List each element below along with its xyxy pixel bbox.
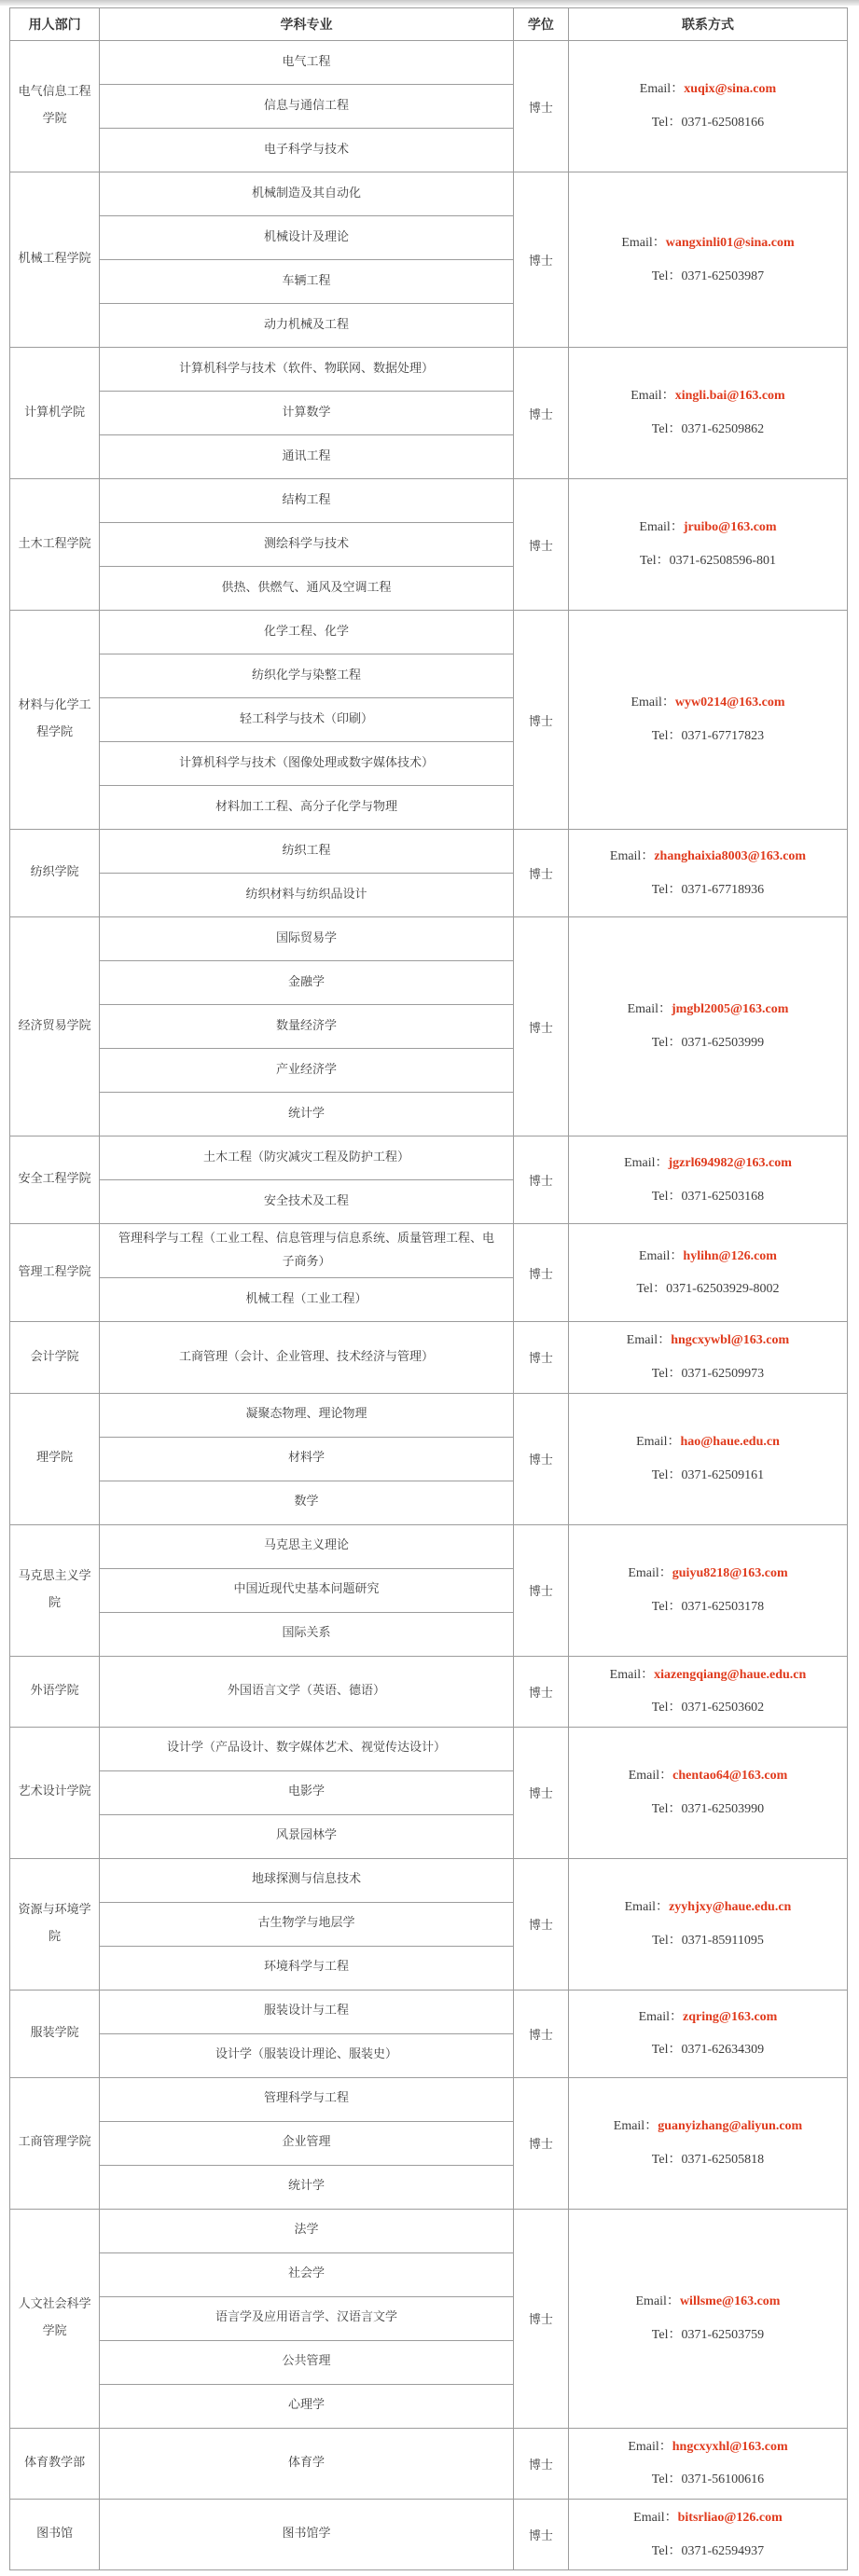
department-cell: 管理工程学院 <box>10 1224 100 1322</box>
major-cell: 结构工程 <box>100 479 513 523</box>
email-line <box>575 2509 841 2528</box>
email-link[interactable]: zqring@163.com <box>683 2009 778 2024</box>
degree-cell: 博士 <box>513 41 568 172</box>
major-cell: 地球探测与信息技术 <box>100 1858 513 1902</box>
major-cell: 材料学 <box>100 1437 513 1481</box>
major-cell: 计算机科学与技术（图像处理或数字媒体技术） <box>100 742 513 786</box>
major-cell: 通讯工程 <box>100 435 513 479</box>
tel-value: 0371-62503929-8002 <box>666 1282 780 1297</box>
tel-value: 0371-56100616 <box>681 2473 765 2487</box>
email-link[interactable]: hngcxyxhl@163.com <box>672 2439 788 2454</box>
table-row <box>10 1727 848 1770</box>
email-line <box>575 234 841 253</box>
email-label: Email： <box>638 2009 684 2024</box>
major-cell: 电气工程 <box>100 41 513 85</box>
contact-cell <box>568 1224 847 1322</box>
major-cell: 马克思主义理论 <box>100 1524 513 1568</box>
major-cell: 计算机科学与技术（软件、物联网、数据处理） <box>100 348 513 392</box>
contact-cell <box>568 830 847 917</box>
degree-cell: 博士 <box>513 1136 568 1224</box>
contact-cell <box>568 2499 847 2569</box>
top-strip-decoration <box>0 0 859 6</box>
contact-cell <box>568 917 847 1136</box>
degree-cell: 博士 <box>513 830 568 917</box>
major-cell: 机械设计及理论 <box>100 216 513 260</box>
header-contact: 联系方式 <box>568 8 847 41</box>
email-link[interactable]: jgzrl694982@163.com <box>668 1155 792 1170</box>
tel-label: Tel： <box>651 269 682 283</box>
department-cell: 土木工程学院 <box>10 479 100 611</box>
major-cell: 纺织化学与染整工程 <box>100 654 513 698</box>
tel-line <box>575 2151 841 2170</box>
email-line <box>575 1331 841 1350</box>
degree-cell: 博士 <box>513 2428 568 2499</box>
degree-cell: 博士 <box>513 172 568 348</box>
contact-cell <box>568 1990 847 2077</box>
email-line <box>575 1154 841 1173</box>
tel-line <box>575 881 841 900</box>
tel-line <box>575 2471 841 2489</box>
department-cell: 电气信息工程学院 <box>10 41 100 172</box>
tel-line <box>575 552 841 571</box>
department-cell: 体育教学部 <box>10 2428 100 2499</box>
department-cell: 理学院 <box>10 1393 100 1524</box>
tel-value: 0371-62634309 <box>681 2043 765 2058</box>
tel-value: 0371-62503759 <box>681 2327 765 2342</box>
tel-value: 0371-62594937 <box>681 2543 765 2558</box>
degree-cell: 博士 <box>513 479 568 611</box>
tel-label: Tel： <box>651 2473 682 2487</box>
tel-label: Tel： <box>651 1036 682 1050</box>
contact-cell <box>568 1524 847 1656</box>
email-line <box>575 694 841 712</box>
email-line <box>575 518 841 537</box>
major-cell: 供热、供燃气、通风及空调工程 <box>100 567 513 611</box>
tel-line <box>575 1932 841 1950</box>
email-line <box>575 1000 841 1019</box>
tel-label: Tel： <box>651 2043 682 2058</box>
contact-cell <box>568 2077 847 2209</box>
department-cell: 人文社会科学学院 <box>10 2209 100 2428</box>
major-cell: 车辆工程 <box>100 260 513 304</box>
department-cell: 纺织学院 <box>10 830 100 917</box>
header-department: 用人部门 <box>10 8 100 41</box>
tel-line <box>575 727 841 746</box>
tel-line <box>575 1598 841 1617</box>
tel-line <box>575 2542 841 2561</box>
contact-cell <box>568 1136 847 1224</box>
contact-cell <box>568 479 847 611</box>
degree-cell: 博士 <box>513 1224 568 1322</box>
degree-cell: 博士 <box>513 917 568 1136</box>
tel-label: Tel： <box>651 1189 682 1204</box>
major-cell: 材料加工工程、高分子化学与物理 <box>100 786 513 830</box>
table-row <box>10 348 848 392</box>
tel-line <box>575 1034 841 1053</box>
degree-cell: 博士 <box>513 1656 568 1727</box>
email-link[interactable]: guiyu8218@163.com <box>672 1565 788 1580</box>
table-row <box>10 2499 848 2569</box>
table-row <box>10 1224 848 1278</box>
tel-label: Tel： <box>651 2152 682 2167</box>
email-line <box>575 387 841 406</box>
email-link[interactable]: jmgbl2005@163.com <box>672 1002 789 1017</box>
tel-value: 0371-62509862 <box>681 422 765 436</box>
email-line <box>575 1564 841 1583</box>
tel-line <box>575 420 841 439</box>
major-cell: 语言学及应用语言学、汉语言文学 <box>100 2296 513 2340</box>
table-header <box>10 8 848 41</box>
department-cell: 机械工程学院 <box>10 172 100 348</box>
tel-value: 0371-62503990 <box>681 1801 765 1816</box>
tel-label: Tel： <box>651 1701 682 1715</box>
major-cell: 中国近现代史基本问题研究 <box>100 1568 513 1612</box>
major-cell: 法学 <box>100 2209 513 2252</box>
tel-label: Tel： <box>651 116 682 130</box>
tel-value: 0371-62509161 <box>681 1467 765 1482</box>
department-cell: 艺术设计学院 <box>10 1727 100 1858</box>
email-link[interactable]: guanyizhang@aliyun.com <box>658 2119 803 2134</box>
tel-value: 0371-85911095 <box>681 1933 764 1948</box>
email-label: Email： <box>609 848 655 863</box>
email-label: Email： <box>613 2119 658 2134</box>
tel-line <box>575 1699 841 1717</box>
major-cell: 图书馆学 <box>100 2499 513 2569</box>
major-cell: 国际关系 <box>100 1612 513 1656</box>
email-line <box>575 1433 841 1452</box>
tel-label: Tel： <box>651 2327 682 2342</box>
tel-value: 0371-62503168 <box>681 1189 765 1204</box>
table-row <box>10 1322 848 1393</box>
degree-cell: 博士 <box>513 1727 568 1858</box>
email-label: Email： <box>624 1900 670 1915</box>
department-cell: 图书馆 <box>10 2499 100 2569</box>
major-cell: 外国语言文学（英语、德语） <box>100 1656 513 1727</box>
major-cell: 测绘科学与技术 <box>100 523 513 567</box>
email-link[interactable]: zyyhjxy@haue.edu.cn <box>669 1900 792 1915</box>
tel-value: 0371-62503602 <box>681 1701 765 1715</box>
major-cell: 化学工程、化学 <box>100 611 513 654</box>
email-link[interactable]: hao@haue.edu.cn <box>680 1434 780 1449</box>
tel-label: Tel： <box>639 554 670 568</box>
major-cell: 安全技术及工程 <box>100 1180 513 1224</box>
table-row <box>10 1656 848 1727</box>
major-cell: 社会学 <box>100 2252 513 2296</box>
email-label: Email： <box>633 2510 678 2525</box>
major-cell: 电子科学与技术 <box>100 129 513 172</box>
tel-line <box>575 1280 841 1299</box>
major-cell: 管理科学与工程（工业工程、信息管理与信息系统、质量管理工程、电子商务） <box>100 1224 513 1278</box>
major-cell: 计算数学 <box>100 392 513 435</box>
email-line <box>575 1666 841 1685</box>
recruitment-table <box>9 7 848 2570</box>
email-link[interactable]: xiazengqiang@haue.edu.cn <box>654 1667 807 1682</box>
contact-cell <box>568 2209 847 2428</box>
major-cell: 体育学 <box>100 2428 513 2499</box>
major-cell: 轻工科学与技术（印刷） <box>100 698 513 742</box>
email-line <box>575 2293 841 2311</box>
contact-cell <box>568 1322 847 1393</box>
email-label: Email： <box>628 1565 672 1580</box>
email-link[interactable]: wyw0214@163.com <box>674 696 785 710</box>
contact-cell <box>568 2428 847 2499</box>
table-body <box>10 41 848 2570</box>
major-cell: 信息与通信工程 <box>100 85 513 129</box>
major-cell: 纺织材料与纺织品设计 <box>100 874 513 917</box>
department-cell: 服装学院 <box>10 1990 100 2077</box>
email-label: Email： <box>636 1434 681 1449</box>
email-label: Email： <box>628 2439 672 2454</box>
department-cell: 会计学院 <box>10 1322 100 1393</box>
email-label: Email： <box>639 520 684 535</box>
major-cell: 金融学 <box>100 961 513 1005</box>
table-row <box>10 1990 848 2033</box>
tel-value: 0371-62503178 <box>681 1599 765 1614</box>
major-cell: 国际贸易学 <box>100 917 513 961</box>
tel-line <box>575 1800 841 1819</box>
tel-line <box>575 2326 841 2345</box>
tel-label: Tel： <box>652 1933 682 1948</box>
contact-cell <box>568 41 847 172</box>
major-cell: 纺织工程 <box>100 830 513 874</box>
degree-cell: 博士 <box>513 2077 568 2209</box>
table-row <box>10 2428 848 2499</box>
email-line <box>575 847 841 866</box>
tel-label: Tel： <box>651 882 682 897</box>
major-cell: 统计学 <box>100 1093 513 1136</box>
major-cell: 服装设计与工程 <box>100 1990 513 2033</box>
email-line <box>575 2117 841 2136</box>
email-line <box>575 2008 841 2027</box>
header-row <box>10 8 848 41</box>
email-label: Email： <box>624 1155 669 1170</box>
email-link[interactable]: chentao64@163.com <box>672 1769 788 1784</box>
tel-value: 0371-67717823 <box>681 729 765 743</box>
email-link[interactable]: willsme@163.com <box>679 2294 781 2309</box>
tel-label: Tel： <box>651 1801 682 1816</box>
table-row <box>10 172 848 216</box>
tel-value: 0371-62508166 <box>681 116 765 130</box>
tel-label: Tel： <box>651 729 682 743</box>
email-link[interactable]: wangxinli01@sina.com <box>665 235 795 250</box>
department-cell: 工商管理学院 <box>10 2077 100 2209</box>
major-cell: 凝聚态物理、理论物理 <box>100 1393 513 1437</box>
department-cell: 马克思主义学院 <box>10 1524 100 1656</box>
email-line <box>575 2438 841 2457</box>
tel-value: 0371-62505818 <box>681 2152 765 2167</box>
table-row <box>10 2077 848 2121</box>
tel-value: 0371-62503999 <box>681 1036 765 1050</box>
tel-value: 0371-62509973 <box>681 1366 765 1381</box>
table-row <box>10 479 848 523</box>
table-row <box>10 1136 848 1180</box>
major-cell: 土木工程（防灾减灾工程及防护工程） <box>100 1136 513 1180</box>
email-label: Email： <box>626 1333 672 1348</box>
major-cell: 设计学（产品设计、数字媒体艺术、视觉传达设计） <box>100 1727 513 1770</box>
department-cell: 安全工程学院 <box>10 1136 100 1224</box>
table-row <box>10 1524 848 1568</box>
table-row <box>10 2209 848 2252</box>
contact-cell <box>568 1727 847 1858</box>
major-cell: 心理学 <box>100 2384 513 2428</box>
header-degree: 学位 <box>513 8 568 41</box>
degree-cell: 博士 <box>513 611 568 830</box>
major-cell: 数学 <box>100 1481 513 1524</box>
contact-cell <box>568 1656 847 1727</box>
degree-cell: 博士 <box>513 1393 568 1524</box>
email-link[interactable]: hngcxywbl@163.com <box>671 1333 790 1348</box>
email-line <box>575 1767 841 1785</box>
degree-cell: 博士 <box>513 1858 568 1990</box>
major-cell: 设计学（服装设计理论、服装史） <box>100 2033 513 2077</box>
major-cell: 古生物学与地层学 <box>100 1902 513 1946</box>
table-row <box>10 1393 848 1437</box>
department-cell: 外语学院 <box>10 1656 100 1727</box>
degree-cell: 博士 <box>513 1524 568 1656</box>
tel-label: Tel： <box>651 2543 682 2558</box>
department-cell: 经济贸易学院 <box>10 917 100 1136</box>
major-cell: 工商管理（会计、企业管理、技术经济与管理） <box>100 1322 513 1393</box>
department-cell: 计算机学院 <box>10 348 100 479</box>
major-cell: 管理科学与工程 <box>100 2077 513 2121</box>
email-link[interactable]: bitsrliao@126.com <box>677 2510 783 2525</box>
email-label: Email： <box>621 235 666 250</box>
major-cell: 动力机械及工程 <box>100 304 513 348</box>
email-label: Email： <box>609 1667 655 1682</box>
major-cell: 机械工程（工业工程） <box>100 1278 513 1322</box>
email-link[interactable]: zhanghaixia8003@163.com <box>654 848 807 863</box>
table-row <box>10 1858 848 1902</box>
degree-cell: 博士 <box>513 2499 568 2569</box>
email-label: Email： <box>630 389 675 404</box>
tel-line <box>575 1467 841 1485</box>
major-cell: 数量经济学 <box>100 1005 513 1049</box>
major-cell: 机械制造及其自动化 <box>100 172 513 216</box>
table-row <box>10 611 848 654</box>
major-cell: 公共管理 <box>100 2340 513 2384</box>
tel-label: Tel： <box>651 1366 682 1381</box>
tel-value: 0371-62503987 <box>681 269 765 283</box>
tel-label: Tel： <box>651 1467 682 1482</box>
email-label: Email： <box>630 696 675 710</box>
degree-cell: 博士 <box>513 348 568 479</box>
email-link[interactable]: xingli.bai@163.com <box>674 389 785 404</box>
table-row <box>10 830 848 874</box>
table-row <box>10 41 848 85</box>
major-cell: 统计学 <box>100 2165 513 2209</box>
major-cell: 企业管理 <box>100 2121 513 2165</box>
department-cell: 材料与化学工程学院 <box>10 611 100 830</box>
major-cell: 产业经济学 <box>100 1049 513 1093</box>
tel-value: 0371-62508596-801 <box>669 554 776 568</box>
degree-cell: 博士 <box>513 2209 568 2428</box>
tel-line <box>575 1188 841 1206</box>
contact-cell <box>568 172 847 348</box>
tel-label: Tel： <box>651 422 682 436</box>
department-cell: 资源与环境学院 <box>10 1858 100 1990</box>
major-cell: 电影学 <box>100 1770 513 1814</box>
tel-value: 0371-67718936 <box>681 882 765 897</box>
tel-line <box>575 268 841 286</box>
email-link[interactable]: hylihn@126.com <box>683 1248 777 1263</box>
contact-cell <box>568 1858 847 1990</box>
email-label: Email： <box>635 2294 680 2309</box>
degree-cell: 博士 <box>513 1322 568 1393</box>
major-cell: 环境科学与工程 <box>100 1946 513 1990</box>
contact-cell <box>568 1393 847 1524</box>
email-label: Email： <box>628 1769 673 1784</box>
contact-cell <box>568 611 847 830</box>
email-line <box>575 1898 841 1917</box>
header-major: 学科专业 <box>100 8 513 41</box>
tel-line <box>575 1365 841 1384</box>
email-link[interactable]: jruibo@163.com <box>683 520 777 535</box>
email-label: Email： <box>638 1248 684 1263</box>
tel-line <box>575 114 841 132</box>
tel-label: Tel： <box>651 1599 682 1614</box>
table-row <box>10 917 848 961</box>
email-link[interactable]: xuqix@sina.com <box>684 82 777 97</box>
email-line <box>575 1247 841 1266</box>
degree-cell: 博士 <box>513 1990 568 2077</box>
email-line <box>575 80 841 99</box>
contact-cell <box>568 348 847 479</box>
tel-line <box>575 2041 841 2059</box>
email-label: Email： <box>639 82 685 97</box>
tel-label: Tel： <box>636 1282 667 1297</box>
major-cell: 风景园林学 <box>100 1814 513 1858</box>
email-label: Email： <box>627 1002 672 1017</box>
